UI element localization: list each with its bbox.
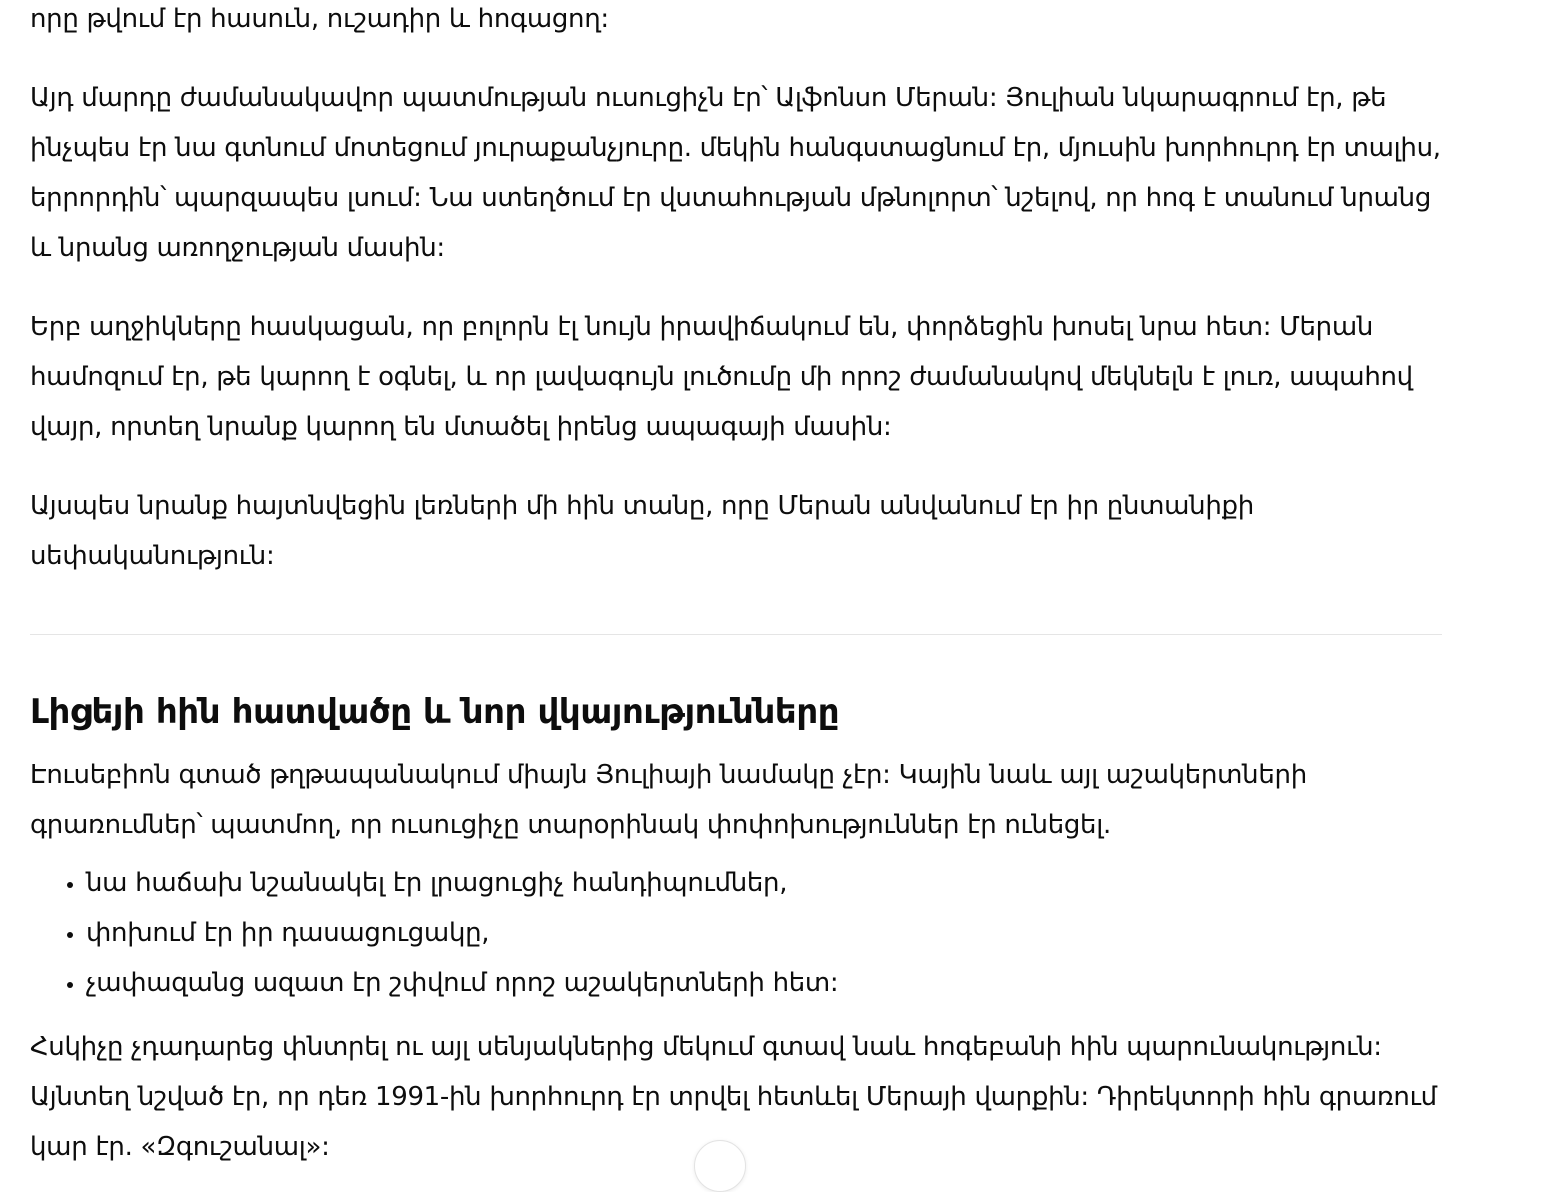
- bullet-list: [30, 858, 1442, 1008]
- divider: [30, 634, 1442, 635]
- paragraph: Հսկիչը չդադարեց փնտրել ու այլ սենյակներից մեկում գտավ նաև հոգեբանի հին պարունակություն: Այնտեղ նշված էր, որ դեռ 1991-ին խորհուրդ էր տրվել հետևել Մերայի վարքին: Դիրեկտորի հին գրառում կար էր. «Զգուշանալ»:: [30, 1032, 1437, 1162]
- paragraph: Այսպես նրանք հայտնվեցին լեռների մի հին տանը, որը Մերան անվանում էր իր ընտանիքի սեփականություն:: [30, 491, 1254, 571]
- chat-message-content: [30, 0, 1442, 1172]
- section-heading: Լիցեյի հին հատվածը և նոր վկայությունները: [30, 692, 840, 732]
- scroll-to-bottom-button[interactable]: [694, 1140, 746, 1192]
- paragraph: որը թվում էր հասուն, ուշադիր և հոգացող:: [30, 4, 609, 34]
- list-item: • չափազանց ազատ էր շփվում որոշ աշակերտների հետ:: [86, 958, 1442, 1008]
- paragraph: Այդ մարդը ժամանակավոր պատմության ուսուցիչն էր՝ Ալֆոնսո Մերան: Յուլիան նկարագրում էր, թե ինչպես էր նա գտնում մոտեցում յուրաքանչյուրը. մեկին հանգստացնում էր, մյուսին խորհուրդ էր տալիս, երրորդին՝ պարզապես լսում: Նա ստեղծում էր վստահության մթնոլորտ՝ նշելով, որ հոգ է տանում նրանց և նրանց առողջության մասին:: [30, 83, 1441, 263]
- paragraph: Երբ աղջիկները հասկացան, որ բոլորն էլ նույն իրավիճակում են, փորձեցին խոսել նրա հետ: Մերան համոզում էր, թե կարող է օգնել, և որ լավագույն լուծումը մի որոշ ժամանակով մեկնելն է լուռ, ապահով վայր, որտեղ նրանք կարող են մտածել իրենց ապագայի մասին:: [30, 312, 1413, 442]
- list-item: • փոխում էր իր դասացուցակը,: [86, 908, 1442, 958]
- paragraph: Էուսեբիոն գտած թղթապանակում միայն Յուլիայի նամակը չէր: Կային նաև այլ աշակերտների գրառումներ՝ պատմող, որ ուսուցիչը տարօրինակ փոփոխություններ էր ունեցել.: [30, 760, 1307, 840]
- list-item: • նա հաճախ նշանակել էր լրացուցիչ հանդիպումներ,: [86, 858, 1442, 908]
